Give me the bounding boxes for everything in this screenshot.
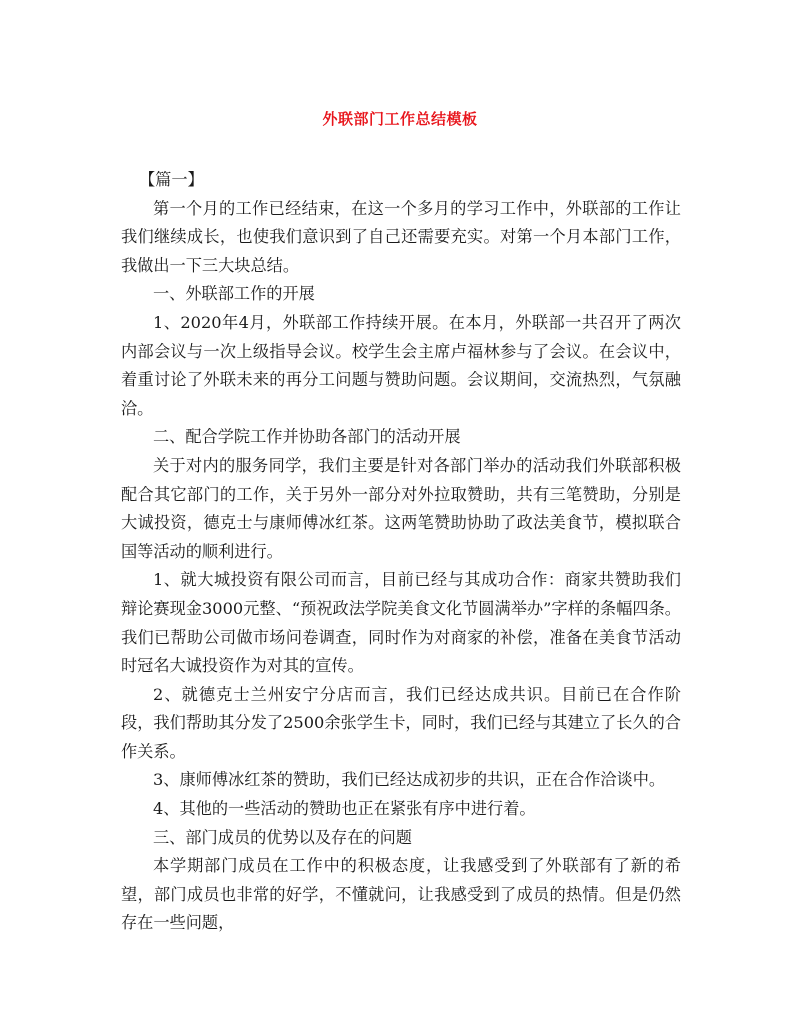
paragraph-sponsorship: 关于对内的服务同学，我们主要是针对各部门举办的活动我们外联部积极配合其它部门的工作，关于另外一部分对外拉取赞助，共有三笔赞助，分别是大诚投资，德克士与康师傅冰红茶。这两笔赞助协助了政法美食节，模拟联合国等活动的顺利进行。 xyxy=(121,455,681,561)
section-heading-part1: 【篇一】 xyxy=(139,170,204,189)
paragraph-item-1: 1、就大城投资有限公司而言，目前已经与其成功合作：商家共赞助我们辩论赛现金3000元整、“预祝政法学院美食文化节圆满举办”字样的条幅四条。我们已帮助公司做市场问卷调查，同时作为对商家的补偿，准备在美食节活动时冠名大诚投资作为对其的宣传。 xyxy=(121,570,681,676)
section-heading-2: 二、配合学院工作并协助各部门的活动开展 xyxy=(153,427,461,447)
paragraph-item-2: 2、就德克士兰州安宁分店而言，我们已经达成共识。目前已在合作阶段，我们帮助其分发了2500余张学生卡，同时，我们已经与其建立了长久的合作关系。 xyxy=(121,684,681,761)
section-heading-1: 一、外联部工作的开展 xyxy=(153,284,315,304)
paragraph-item-3: 3、康师傅冰红茶的赞助，我们已经达成初步的共识，正在合作洽谈中。 xyxy=(153,770,666,790)
paragraph-item-4: 4、其他的一些活动的赞助也正在紧张有序中进行着。 xyxy=(153,799,536,819)
section-heading-3: 三、部门成员的优势以及存在的问题 xyxy=(153,827,412,847)
document-body xyxy=(121,166,681,938)
document-title: 外联部门工作总结模板 xyxy=(322,110,478,128)
paragraph-intro: 第一个月的工作已经结束，在这一个多月的学习工作中，外联部的工作让我们继续成长，也使我们意识到了自己还需要充实。对第一个月本部门工作，我做出一下三大块总结。 xyxy=(121,198,681,275)
paragraph-members: 本学期部门成员在工作中的积极态度，让我感受到了外联部有了新的希望，部门成员也非常的好学，不懂就问，让我感受到了成员的热情。但是仍然存在一些问题， xyxy=(121,856,681,933)
paragraph-meetings: 1、2020年4月，外联部工作持续开展。在本月，外联部一共召开了两次内部会议与一次上级指导会议。校学生会主席卢福林参与了会议。在会议中，着重讨论了外联未来的再分工问题与赞助问题。会议期间，交流热烈，气氛融洽。 xyxy=(121,312,681,418)
